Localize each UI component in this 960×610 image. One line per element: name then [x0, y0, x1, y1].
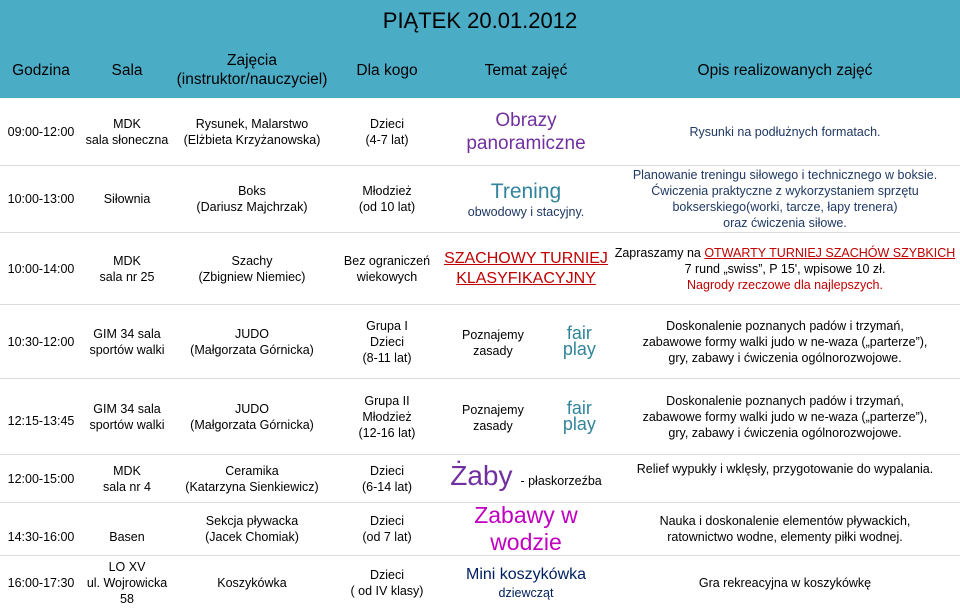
temat-line: KLASYFIKACYJNY — [456, 269, 596, 287]
sala-line: Basen — [109, 530, 145, 544]
temat-line — [442, 322, 610, 359]
cell-sala — [82, 166, 172, 232]
cell-time: 10:00-14:00 — [7, 261, 75, 276]
cell-dla-kogo — [332, 455, 442, 502]
cell-zajecia — [172, 166, 332, 232]
cell-zajecia — [172, 233, 332, 304]
opis-line: Nauka i doskonalenie elementów pływackich, — [659, 514, 911, 528]
cell-dla-kogo — [332, 556, 442, 610]
kogo-line: Dzieci — [369, 514, 405, 528]
zajecia-line: Ceramika — [225, 463, 279, 478]
temat-line: Obrazy — [495, 109, 557, 131]
zajecia-line: Koszykówka — [217, 576, 287, 590]
opis-line — [615, 245, 956, 261]
opis-line: ratownictwo wodne, elementy piłki wodnej. — [667, 530, 903, 544]
temat-line: panoramiczne — [466, 132, 586, 154]
opis-line: Gra rekreacyjna w koszykówkę — [698, 576, 872, 590]
zajecia-line: (Jacek Chomiak) — [205, 530, 299, 544]
opis-line: gry, zabawy i ćwiczenia ogólnorozwojowe. — [668, 350, 902, 365]
cell-time: 10:30-12:00 — [7, 334, 75, 349]
table-row — [0, 454, 960, 502]
cell-opis — [610, 233, 960, 304]
cell-opis — [610, 379, 960, 454]
zajecia-line: Sekcja pływacka — [205, 514, 299, 528]
zajecia-line: JUDO — [234, 326, 270, 341]
zajecia-line: (Małgorzata Górnicka) — [190, 417, 314, 432]
cell-time: 12:15-13:45 — [7, 414, 75, 428]
opis-line: Ćwiczenia praktyczne z wykorzystaniem sprzętu — [651, 184, 919, 198]
cell-temat — [442, 503, 610, 555]
kogo-line: Młodzież — [362, 184, 412, 198]
sala-line: MDK — [113, 116, 141, 131]
header-zajecia-line2: (instruktor/nauczyciel) — [176, 71, 328, 88]
kogo-line: (8-11 lat) — [362, 350, 412, 365]
cell-dla-kogo — [332, 98, 442, 165]
cell-dla-kogo — [332, 503, 442, 555]
header-temat: Temat zajęć — [484, 61, 568, 79]
cell-time: 10:00-13:00 — [7, 192, 75, 206]
cell-opis — [610, 556, 960, 610]
opis-line: gry, zabawy i ćwiczenia ogólnorozwojowe. — [668, 425, 902, 440]
sala-line: GIM 34 sala — [93, 401, 161, 416]
opis-line: 7 rund „swiss”, P 15', wpisowe 10 zł. — [684, 261, 886, 276]
cell-temat — [442, 556, 610, 610]
kogo-line: (12-16 lat) — [358, 425, 416, 440]
zajecia-line: (Elżbieta Krzyżanowska) — [183, 132, 321, 147]
table-row — [0, 98, 960, 165]
table-header — [0, 42, 960, 98]
sala-line: MDK — [113, 463, 141, 478]
tournament-link[interactable]: OTWARTY TURNIEJ SZACHÓW SZYBKICH — [704, 245, 956, 260]
page-title — [0, 0, 960, 42]
kogo-line: (4-7 lat) — [365, 132, 409, 147]
cell-zajecia — [172, 305, 332, 378]
kogo-line: Grupa II — [364, 393, 410, 408]
kogo-line: (od 10 lat) — [358, 200, 416, 214]
cell-temat — [442, 379, 610, 454]
cell-zajecia — [172, 455, 332, 502]
sala-line: sala słoneczna — [85, 132, 169, 147]
table-row — [0, 378, 960, 454]
kogo-line: Dzieci — [369, 334, 405, 349]
kogo-line: Grupa I — [366, 318, 408, 333]
cell-zajecia — [172, 379, 332, 454]
cell-dla-kogo — [332, 166, 442, 232]
zajecia-line: JUDO — [234, 401, 270, 416]
sala-line: sala nr 4 — [103, 479, 151, 494]
kogo-line: Dzieci — [369, 463, 405, 478]
kogo-line: ( od IV klasy) — [350, 584, 424, 598]
zajecia-line: (Dariusz Majchrzak) — [196, 200, 308, 214]
opis-prefix: Zapraszamy na — [614, 245, 705, 260]
cell-sala — [82, 305, 172, 378]
sala-line: sportów walki — [89, 342, 165, 357]
sala-line: Siłownia — [103, 192, 151, 206]
zajecia-line: Szachy — [231, 253, 273, 268]
cell-time: 16:00-17:30 — [7, 576, 75, 590]
cell-dla-kogo — [332, 379, 442, 454]
temat-line — [450, 460, 602, 491]
kogo-line: wiekowych — [356, 269, 418, 284]
opis-line: oraz ćwiczenia siłowe. — [723, 216, 847, 230]
cell-time: 09:00-12:00 — [7, 124, 75, 139]
cell-dla-kogo — [332, 305, 442, 378]
page-title-text: PIĄTEK 20.01.2012 — [382, 8, 578, 33]
table-row — [0, 555, 960, 610]
cell-sala — [82, 556, 172, 610]
table-row — [0, 232, 960, 304]
kogo-line: Młodzież — [362, 409, 412, 424]
temat-line: SZACHOWY TURNIEJ — [444, 249, 608, 267]
header-opis: Opis realizowanych zajęć — [697, 61, 873, 79]
temat-line: Zabawy w wodzie — [474, 502, 578, 555]
header-sala: Sala — [111, 61, 143, 79]
cell-sala — [82, 233, 172, 304]
fair-play-text: fair play — [562, 397, 596, 434]
opis-line: Nagrody rzeczowe dla najlepszych. — [687, 277, 883, 292]
cell-zajecia — [172, 556, 332, 610]
zajecia-line: (Małgorzata Górnicka) — [190, 342, 314, 357]
cell-opis — [610, 166, 960, 232]
cell-time: 12:00-15:00 — [7, 471, 75, 486]
zajecia-line: Boks — [238, 184, 266, 198]
zajecia-line: (Zbigniew Niemiec) — [198, 269, 306, 284]
temat-prefix: Poznajemy zasady — [461, 327, 524, 358]
opis-line: Doskonalenie poznanych padów i trzymań, — [666, 393, 904, 408]
cell-sala — [82, 379, 172, 454]
kogo-line: (od 7 lat) — [362, 530, 412, 544]
temat-suffix: - płaskorzeźba — [520, 474, 602, 488]
cell-temat — [442, 98, 610, 165]
sala-line: sportów walki — [89, 417, 165, 432]
zajecia-line: Rysunek, Malarstwo — [195, 116, 309, 131]
table-row — [0, 165, 960, 232]
sala-line: sala nr 25 — [99, 269, 155, 284]
temat-prefix: Poznajemy zasady — [461, 402, 524, 433]
opis-line: Rysunki na podłużnych formatach. — [689, 124, 881, 139]
temat-line: obwodowy i stacyjny. — [467, 204, 585, 219]
cell-temat — [442, 166, 610, 232]
cell-sala — [82, 503, 172, 555]
cell-time: 14:30-16:00 — [7, 530, 75, 544]
table-row — [0, 502, 960, 555]
opis-line: Doskonalenie poznanych padów i trzymań, — [666, 318, 904, 333]
sala-line: LO XV — [108, 560, 146, 574]
kogo-line: (6-14 lat) — [361, 479, 413, 494]
cell-sala — [82, 455, 172, 502]
opis-line: zabawowe formy walki judo w ne-waza („parterze”), — [642, 409, 928, 424]
temat-line — [442, 397, 610, 434]
header-zajecia — [172, 42, 332, 98]
cell-dla-kogo — [332, 233, 442, 304]
opis-line: bokserskiego(worki, tarcze, łapy trenera) — [672, 200, 898, 214]
cell-temat — [442, 305, 610, 378]
cell-zajecia — [172, 503, 332, 555]
header-godzina: Godzina — [12, 61, 70, 79]
opis-line: zabawowe formy walki judo w ne-waza („parterze”), — [642, 334, 928, 349]
sala-line: MDK — [113, 253, 141, 268]
cell-temat — [442, 233, 610, 304]
cell-sala — [82, 98, 172, 165]
sala-line: 58 — [120, 592, 134, 606]
cell-zajecia — [172, 98, 332, 165]
header-dla-kogo: Dla kogo — [356, 61, 418, 79]
sala-line: ul. Wojrowicka — [86, 576, 168, 590]
temat-line: Trening — [490, 179, 562, 203]
opis-line: Planowanie treningu siłowego i technicznego w boksie. — [632, 168, 938, 182]
kogo-line: Dzieci — [369, 116, 405, 131]
zaby-title: Żaby — [450, 460, 513, 491]
opis-line: Relief wypukły i wklęsły, przygotowanie do wypalania. — [636, 462, 934, 476]
cell-opis — [610, 98, 960, 165]
table-row — [0, 304, 960, 378]
kogo-line: Bez ograniczeń — [343, 253, 431, 268]
fair-play-text: fair play — [562, 322, 596, 359]
cell-opis — [610, 503, 960, 555]
cell-opis — [610, 455, 960, 502]
kogo-line: Dzieci — [369, 568, 405, 582]
zajecia-line: (Katarzyna Sienkiewicz) — [185, 479, 319, 494]
temat-line: Mini koszykówka — [465, 566, 587, 583]
cell-temat — [442, 455, 610, 502]
sala-line: GIM 34 sala — [93, 326, 161, 341]
cell-opis — [610, 305, 960, 378]
header-zajecia-line1: Zajęcia — [227, 52, 277, 69]
temat-line: dziewcząt — [498, 586, 554, 600]
